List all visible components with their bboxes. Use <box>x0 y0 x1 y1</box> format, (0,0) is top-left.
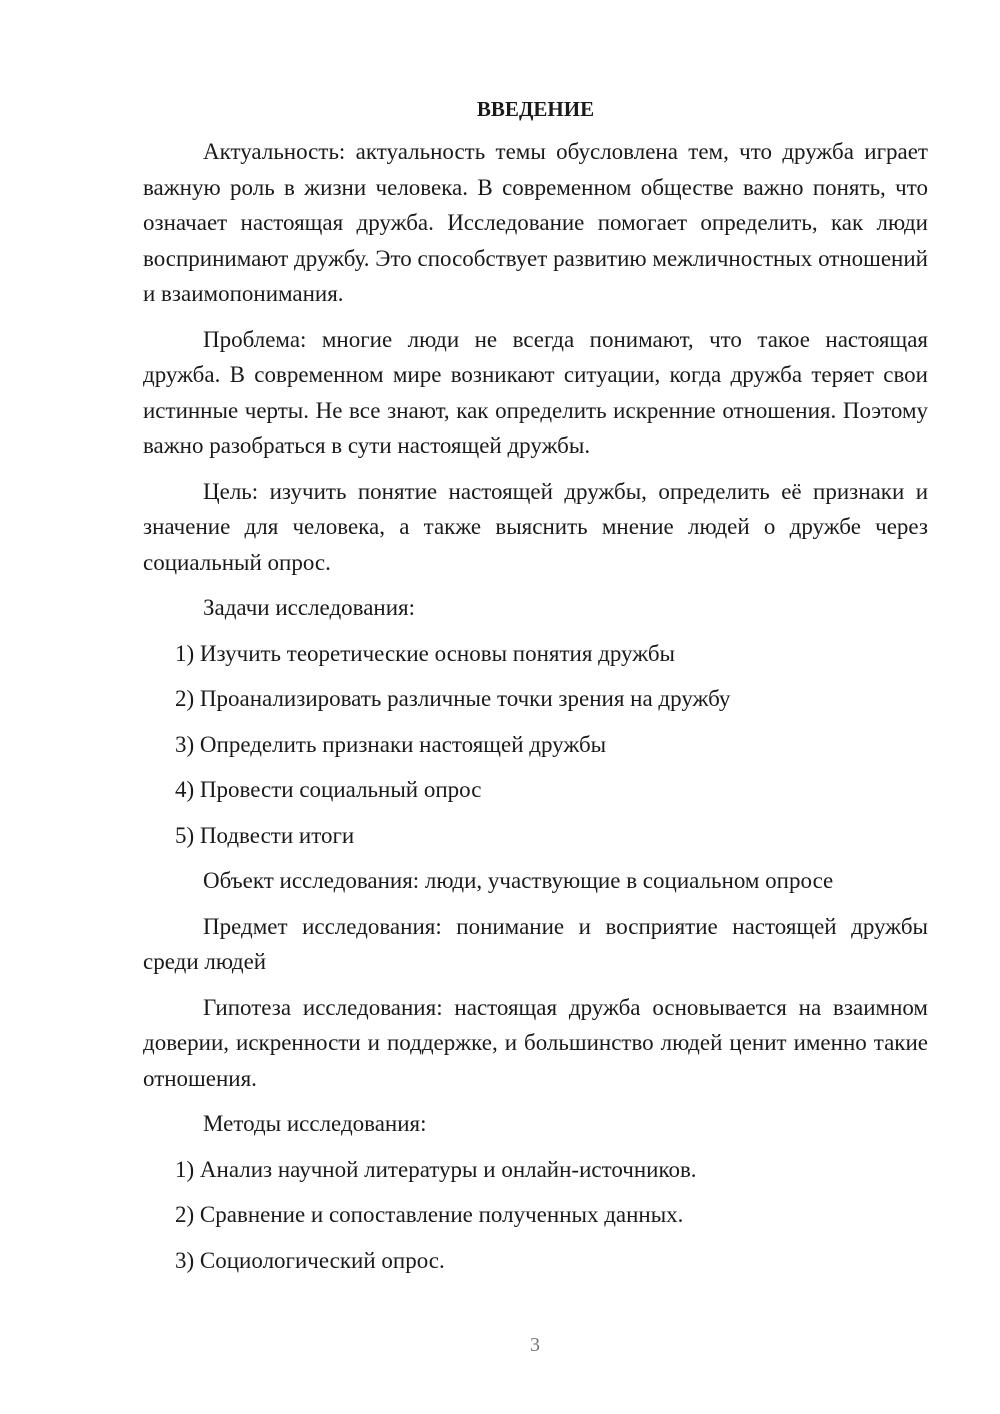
methods-list <box>143 1152 928 1279</box>
section-title: ВВЕДЕНИЕ <box>476 97 595 121</box>
list-item: 2) Сравнение и сопоставление полученных данных. <box>175 1202 684 1227</box>
tasks-heading: Задачи исследования: <box>203 595 416 620</box>
list-item: 1) Изучить теоретические основы понятия дружбы <box>175 640 675 666</box>
list-item: 3) Социологический опрос. <box>175 1247 445 1273</box>
actuality-paragraph: Актуальность: актуальность темы обусловлена тем, что дружба играет важную роль в жизни человека. В современном обществе важно понять, что означает настоящая дружба. Исследование помогает определить, как люди воспринимают дружбу. Это способствует развитию межличностных отношений и взаимопонимания. <box>143 139 928 306</box>
list-item: 3) Определить признаки настоящей дружбы <box>175 731 607 757</box>
page-number: 3 <box>530 1334 540 1356</box>
list-item: 1) Анализ научной литературы и онлайн-источников. <box>175 1156 697 1182</box>
list-item: 5) Подвести итоги <box>175 822 355 848</box>
hypothesis-paragraph: Гипотеза исследования: настоящая дружба основывается на взаимном доверии, искренности и поддержке, и большинство людей ценит именно такие отношения. <box>143 994 928 1091</box>
list-item: 4) Провести социальный опрос <box>175 777 482 802</box>
object-line: Объект исследования: люди, участвующие в социальном опросе <box>203 868 834 893</box>
list-item: 2) Проанализировать различные точки зрения на дружбу <box>175 686 731 711</box>
methods-heading: Методы исследования: <box>203 1111 427 1136</box>
page-content <box>143 94 928 1288</box>
problem-paragraph: Проблема: многие люди не всегда понимают, что такое настоящая дружба. В современном мире возникают ситуации, когда дружба теряет свои истинные черты. Не все знают, как определить искренние отношения. Поэтому важно разобраться в сути настоящей дружбы. <box>143 326 928 458</box>
subject-paragraph: Предмет исследования: понимание и восприятие настоящей дружбы среди людей <box>143 913 928 974</box>
tasks-list <box>143 636 928 854</box>
goal-paragraph: Цель: изучить понятие настоящей дружбы, определить её признаки и значение для человека, а также выяснить мнение людей о дружбе через социальный опрос. <box>143 478 928 575</box>
